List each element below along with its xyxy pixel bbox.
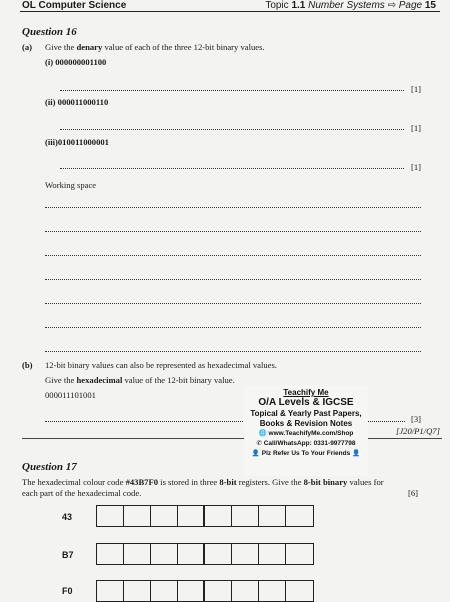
bit-cell[interactable] [97, 581, 124, 601]
part-b-value: 000011101001 [45, 390, 96, 400]
q17-mid: is stored in three [158, 477, 220, 487]
register-f0[interactable] [96, 580, 314, 602]
bit-cell[interactable] [178, 544, 205, 564]
working-space-label: Working space [45, 180, 97, 190]
bit-cell[interactable] [178, 581, 205, 601]
question-17-text-line1 [22, 477, 422, 488]
mark-iii: [1] [411, 162, 422, 172]
part-a-text [45, 42, 265, 53]
bit-cell[interactable] [124, 581, 151, 601]
working-line[interactable] [45, 279, 421, 280]
bit-cell[interactable] [232, 506, 259, 526]
item-i: (i) 000000001100 [45, 57, 107, 67]
q17-pre: The hexadecimal colour code [22, 477, 126, 487]
question-16-title: Question 16 [22, 26, 77, 38]
ad-papers: Topical & Yearly Past Papers, [250, 409, 362, 418]
bit-cell[interactable] [286, 544, 313, 564]
bit-cell[interactable] [286, 506, 313, 526]
bit-cell[interactable] [124, 544, 151, 564]
working-line[interactable] [45, 351, 421, 352]
working-line[interactable] [45, 231, 421, 232]
bit-cell[interactable] [232, 544, 259, 564]
q17-mid2: registers. Give the [236, 477, 304, 487]
mark-i: [1] [411, 84, 422, 94]
teachify-advert [244, 386, 368, 476]
q17-binary: 8-bit binary [303, 477, 348, 487]
answer-line-i[interactable] [60, 90, 404, 91]
working-line[interactable] [45, 255, 421, 256]
ad-website[interactable]: 🌐 www.TeachifyMe.com/Shop [258, 430, 354, 437]
ad-phone: ✆ Call/WhatsApp: 0331-9977798 [256, 440, 356, 447]
bit-cell[interactable] [205, 506, 232, 526]
bit-cell[interactable] [205, 544, 232, 564]
topic-header [265, 0, 436, 11]
mark-b: [3] [411, 414, 422, 424]
part-a-text-post: value of each of the three 12-bit binary values. [102, 42, 265, 52]
bit-cell[interactable] [124, 506, 151, 526]
part-a-label: (a) [22, 42, 33, 52]
topic-prefix: Topic [265, 0, 292, 11]
part-a-text-bold: denary [76, 42, 103, 52]
page-number: 15 [424, 0, 436, 11]
register-b7[interactable] [96, 543, 314, 565]
part-a-text-pre: Give the [45, 42, 77, 52]
bit-cell[interactable] [259, 581, 286, 601]
working-line[interactable] [45, 303, 421, 304]
bit-cell[interactable] [151, 581, 178, 601]
bit-cell[interactable] [151, 544, 178, 564]
part-b-label: (b) [22, 360, 33, 370]
ad-brand: Teachify Me [283, 388, 329, 397]
bit-cell[interactable] [232, 581, 259, 601]
question-17-title: Question 17 [22, 461, 77, 473]
q17-post: values for [347, 477, 384, 487]
ad-refer: 👤 Plz Refer Us To Your Friends 👤 [251, 450, 361, 457]
register-label-f0: F0 [62, 586, 73, 596]
bit-cell[interactable] [97, 544, 124, 564]
q17-bits: 8-bit [219, 477, 237, 487]
part-b-line2-pre: Give the [45, 375, 77, 385]
bit-cell[interactable] [97, 506, 124, 526]
bit-cell[interactable] [205, 581, 232, 601]
topic-title: Number Systems ⇨ Page [305, 0, 425, 11]
q17-colour-code: #43B7F0 [125, 477, 159, 487]
item-iii: (iii)010011000001 [45, 137, 109, 147]
bit-cell[interactable] [151, 506, 178, 526]
item-ii: (ii) 000011000110 [45, 97, 109, 107]
answer-line-ii[interactable] [60, 129, 404, 130]
subject-header: OL Computer Science [22, 0, 127, 11]
header-rule [20, 11, 440, 12]
ad-levels: O/A Levels & IGCSE [258, 397, 354, 408]
ad-books: Books & Revision Notes [259, 419, 353, 428]
section-divider [22, 438, 442, 439]
bit-cell[interactable] [259, 506, 286, 526]
part-b-line2-post: value of the 12-bit binary value. [122, 375, 235, 385]
mark-q17: [6] [408, 488, 419, 498]
working-line[interactable] [45, 327, 421, 328]
register-label-43: 43 [62, 512, 73, 522]
question-reference: [J20/P1/Q7] [396, 426, 440, 436]
register-43[interactable] [96, 505, 314, 527]
working-line[interactable] [45, 207, 421, 208]
register-label-b7: B7 [62, 550, 74, 560]
mark-ii: [1] [411, 123, 422, 133]
topic-number: 1.1 [291, 0, 306, 11]
bit-cell[interactable] [259, 544, 286, 564]
answer-line-iii[interactable] [60, 168, 404, 169]
bit-cell[interactable] [178, 506, 205, 526]
bit-cell[interactable] [286, 581, 313, 601]
part-b-line2-bold: hexadecimal [76, 375, 123, 385]
question-17-text-line2: each part of the hexadecimal code. [22, 488, 142, 498]
part-b-line1: 12-bit binary values can also be represented as hexadecimal values. [45, 360, 277, 370]
part-b-line2 [45, 375, 235, 386]
